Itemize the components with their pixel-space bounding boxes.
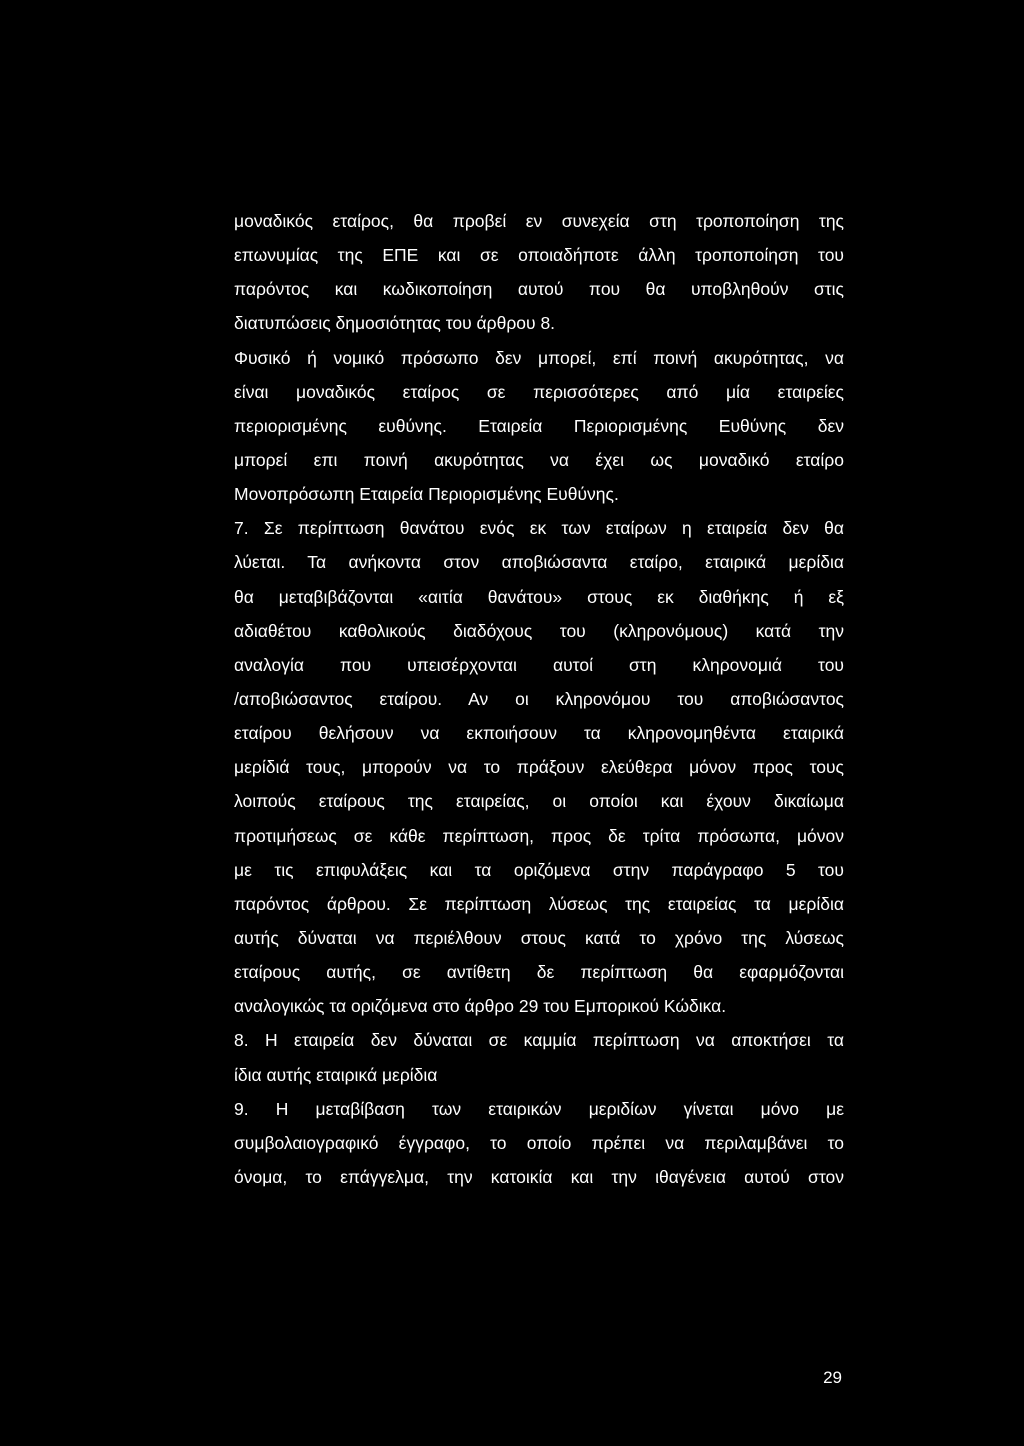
text-line: όνομα, το επάγγελμα, την κατοικία και την ιθαγένεια αυτού στον <box>234 1166 844 1187</box>
text-line: με τις επιφυλάξεις και τα οριζόμενα στην παράγραφο 5 του <box>234 859 844 880</box>
text-line: επωνυμίας της ΕΠΕ και σε οποιαδήποτε άλλη τροποποίηση του <box>234 245 844 266</box>
page-number: 29 <box>823 1368 842 1387</box>
document-body <box>234 204 844 1194</box>
text-line: αναλογία που υπεισέρχονται αυτοί στη κληρονομιά του <box>234 654 844 675</box>
text-line: 7. Σε περίπτωση θανάτου ενός εκ των εταίρων η εταιρεία δεν θα <box>234 518 844 539</box>
text-line: μπορεί επι ποινή ακυρότητας να έχει ως μοναδικό εταίρο <box>234 449 844 470</box>
text-line: λοιπούς εταίρους της εταιρείας, οι οποίοι και έχουν δικαίωμα <box>234 791 844 812</box>
text-line: εταίρους αυτής, σε αντίθετη δε περίπτωση θα εφαρμόζονται <box>234 962 844 983</box>
text-line: ίδια αυτής εταιρικά μερίδια <box>234 1064 438 1085</box>
text-line: Μονοπρόσωπη Εταιρεία Περιορισμένης Ευθύνης. <box>234 484 619 505</box>
text-line: είναι μοναδικός εταίρος σε περισσότερες από μία εταιρείες <box>234 381 844 402</box>
text-line: μοναδικός εταίρος, θα προβεί εν συνεχεία στη τροποποίηση της <box>234 211 844 231</box>
text-line: 9. Η μεταβίβαση των εταιρικών μεριδίων γίνεται μόνο με <box>234 1098 844 1119</box>
text-line: θα μεταβιβάζονται «αιτία θανάτου» στους εκ διαθήκης ή εξ <box>234 586 844 607</box>
text-line: παρόντος και κωδικοποίηση αυτού που θα υποβληθούν στις <box>234 279 844 300</box>
text-line: παρόντος άρθρου. Σε περίπτωση λύσεως της εταιρείας τα μερίδια <box>234 893 844 914</box>
text-line: /αποβιώσαντος εταίρου. Αν οι κληρονόμου του αποβιώσαντος <box>234 688 844 709</box>
text-line: αναλογικώς τα οριζόμενα στο άρθρο 29 του Εμπορικού Κώδικα. <box>234 996 727 1017</box>
text-line: 8. Η εταιρεία δεν δύναται σε καμμία περίπτωση να αποκτήσει τα <box>234 1030 844 1051</box>
text-line: εταίρου θελήσουν να εκποιήσουν τα κληρονομηθέντα εταιρικά <box>234 723 844 744</box>
text-line: Φυσικό ή νομικό πρόσωπο δεν μπορεί, επί ποινή ακυρότητας, να <box>234 347 844 368</box>
text-line: αυτής δύναται να περιέλθουν στους κατά το χρόνο της λύσεως <box>234 927 844 948</box>
text-line: λύεται. Τα ανήκοντα στον αποβιώσαντα εταίρο, εταιρικά μερίδια <box>234 552 844 573</box>
text-line: μερίδιά τους, μπορούν να το πράξουν ελεύθερα μόνον προς τους <box>234 757 844 778</box>
text-line: διατυπώσεις δημοσιότητας του άρθρου 8. <box>234 313 556 334</box>
text-line: συμβολαιογραφικό έγγραφο, το οποίο πρέπει να περιλαμβάνει το <box>234 1132 844 1153</box>
text-line: προτιμήσεως σε κάθε περίπτωση, προς δε τρίτα πρόσωπα, μόνον <box>234 825 844 846</box>
text-line: περιορισμένης ευθύνης. Εταιρεία Περιορισμένης Ευθύνης δεν <box>234 415 844 436</box>
text-line: αδιαθέτου καθολικούς διαδόχους του (κληρονόμους) κατά την <box>234 620 844 641</box>
